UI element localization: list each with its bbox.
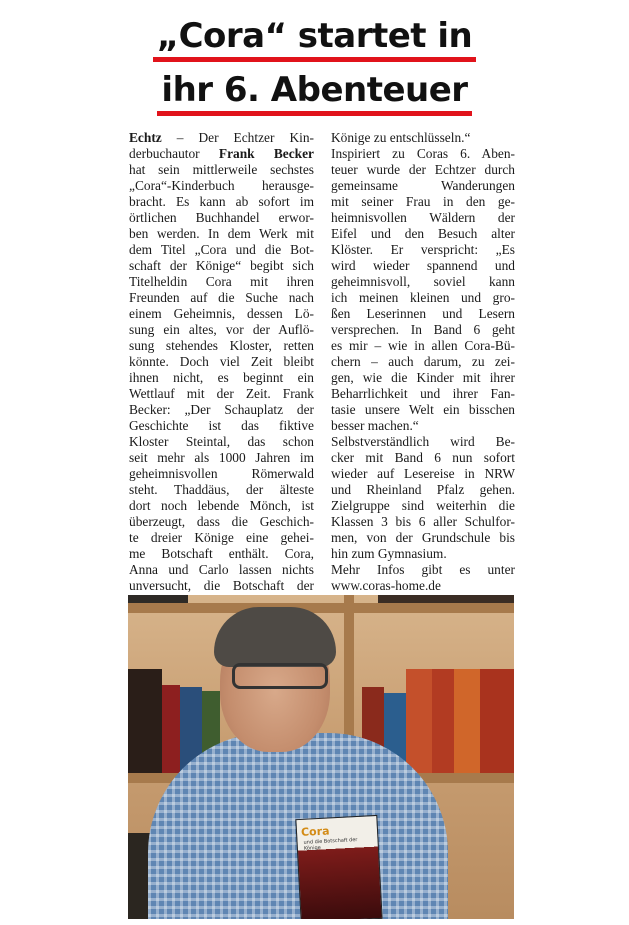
article-line: bracht. Es kann ab sofort im <box>129 194 314 209</box>
article-photo <box>128 595 514 919</box>
book-spine <box>480 669 514 773</box>
article-line: Wettlauf mit der Zeit. Frank <box>129 386 314 401</box>
article-line: chern – auch darum, zu zei- <box>331 354 515 369</box>
article-line: besser machen.“ <box>331 418 419 433</box>
article-line: und Rheinland Pfalz gehen. <box>331 482 515 497</box>
article-line: mit seiner Frau in den ge- <box>331 194 515 209</box>
book-subtitle: und die Botschaft der Könige <box>303 837 358 852</box>
headline-text-2: ihr 6. Abenteuer <box>157 70 471 116</box>
headline-line-2 <box>0 70 629 116</box>
headline-line-1 <box>0 16 629 62</box>
article-line: ben werden. In dem Werk mit <box>129 226 314 241</box>
article-column-right <box>331 130 515 594</box>
article-line: einem Geheimnis, dessen Lö- <box>129 306 314 321</box>
glasses-icon <box>232 663 328 689</box>
article-line: dem Titel „Cora und die Bot- <box>129 242 314 257</box>
article-line: ich meinen kleinen und gro- <box>331 290 515 305</box>
article-line: Selbstverständlich wird Be- <box>331 434 515 449</box>
article-line: unversucht, die Botschaft der <box>129 578 314 593</box>
article-line <box>129 130 314 146</box>
article-line: versprechen. In Band 6 geht <box>331 322 515 337</box>
article-line: ihnen nicht, es beginnt ein <box>129 370 314 385</box>
article-line: Freunden auf die Suche nach <box>129 290 314 305</box>
article-line: es mir – wie in allen Cora-Bü- <box>331 338 515 353</box>
article-line: teuer wurde der Echtzer durch <box>331 162 515 177</box>
person-hair <box>214 607 336 667</box>
headline-text-1: „Cora“ startet in <box>153 16 477 62</box>
cora-book-cover <box>295 815 382 919</box>
book-spine <box>128 669 162 773</box>
article-line: könnte. Doch viel Zeit bleibt <box>129 354 314 369</box>
article-line: ßen Leserinnen und Lesern <box>331 306 515 321</box>
article-line: seit mehr als 1000 Jahren im <box>129 450 314 465</box>
article-line: te dreier Könige eine gehei- <box>129 530 314 545</box>
article-line: örtlichen Buchhandel erwor- <box>129 210 314 225</box>
article-line: www.coras-home.de <box>331 578 441 593</box>
article-line: Inspiriert zu Coras 6. Aben- <box>331 146 515 161</box>
author-name: Frank Becker <box>218 146 314 161</box>
article-line: tasie unsere Welt ein bisschen <box>331 402 515 417</box>
book-spine <box>128 595 188 603</box>
book-title: Cora <box>300 824 330 839</box>
book-spine <box>378 595 514 603</box>
article-line: geheimnisvoll, soviel kann <box>331 274 515 289</box>
article-line: sung stehendes Kloster, retten <box>129 338 314 353</box>
article-line: Becker: „Der Schauplatz der <box>129 402 314 417</box>
book-spine <box>454 669 480 773</box>
article-line: men, von der Grundschule bis <box>331 530 515 545</box>
article-line: überzeugt, dass die Geschich- <box>129 514 314 529</box>
article-line: me Botschaft enthält. Cora, <box>129 546 314 561</box>
article-line: Beharrlichkeit und ihrer Fan- <box>331 386 515 401</box>
article-line: gemeinsame Wanderungen <box>331 178 515 193</box>
article-line: Könige zu entschlüsseln.“ <box>331 130 471 145</box>
article-line: Anna und Carlo lassen nichts <box>129 562 314 577</box>
article-line: wird wieder spannend und <box>331 258 515 273</box>
article-line: Zielgruppe sind weiterhin die <box>331 498 515 513</box>
book-spine <box>432 669 454 773</box>
article-line: Eifel und den Besuch alter <box>331 226 515 241</box>
article-line: Titelheldin Cora mit ihren <box>129 274 314 289</box>
dateline: Echtz <box>129 130 162 145</box>
article-text: – Der Echtzer Kin- <box>161 130 314 145</box>
article-line: gen, wie die Kinder mit ihrer <box>331 370 515 385</box>
book-spine <box>162 685 180 773</box>
article-text: derbuchautor <box>129 146 219 161</box>
article-line: heimnisvollen Wäldern der <box>331 210 515 225</box>
bookshelf-board <box>128 603 514 613</box>
article-line <box>129 146 314 162</box>
article-line: Kloster Steintal, das schon <box>129 434 314 449</box>
article-line: wieder auf Lesereise in NRW <box>331 466 515 481</box>
article-line: sung ein altes, vor der Auflö- <box>129 322 314 337</box>
article-line: „Cora“-Kinderbuch herausge- <box>129 178 314 193</box>
article-column-left <box>129 130 314 594</box>
article-line: cker mit Band 6 nun sofort <box>331 450 515 465</box>
article-line: Klassen 3 bis 6 aller Schulfor- <box>331 514 515 529</box>
article-line: Klöster. Er verspricht: „Es <box>331 242 515 257</box>
article-line: hin zum Gymnasium. <box>331 546 447 561</box>
book-spine <box>406 669 432 773</box>
article-line: hat sein mittlerweile sechstes <box>129 162 314 177</box>
article-line: steht. Thaddäus, der älteste <box>129 482 314 497</box>
article-line: geheimnisvollen Römerwald <box>129 466 314 481</box>
article-line: Mehr Infos gibt es unter <box>331 562 515 577</box>
article-line: dort noch lebende Mönch, ist <box>129 498 314 513</box>
article-line: Geschichte ist das fiktive <box>129 418 314 433</box>
article-line: schaft der Könige“ begibt sich <box>129 258 314 273</box>
